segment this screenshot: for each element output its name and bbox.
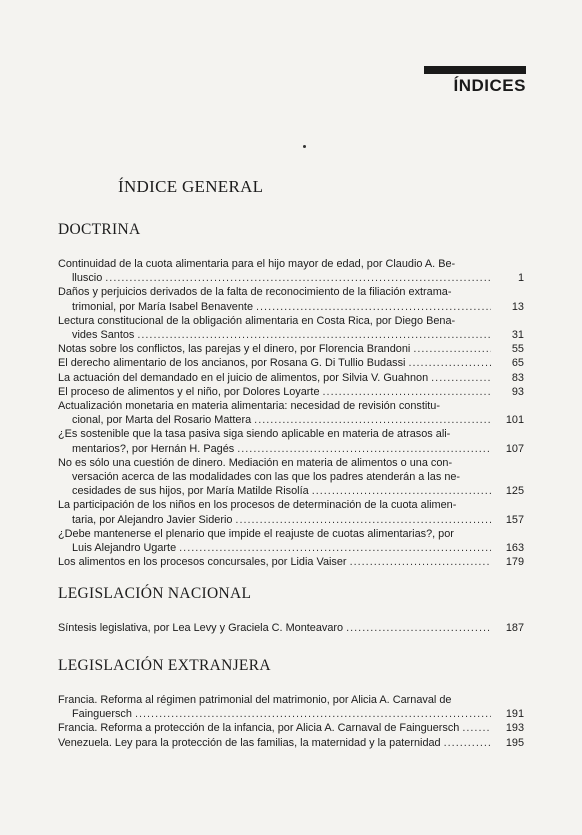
toc-page-number: 31 [511,329,524,342]
entries-legislacion-extranjera [58,693,524,750]
toc-entry-line [58,413,524,427]
toc-entry-line [58,300,524,314]
decorative-dot [303,145,306,148]
toc-entry [58,371,524,385]
dot-leader [413,342,491,356]
dot-leader [431,371,491,385]
toc-entry-text: Los alimentos en los procesos concursales, por Lidia Vaiser [58,556,347,569]
dot-leader [105,271,491,285]
toc-entry-line [58,484,524,498]
dot-leader [235,513,491,527]
dot-leader [444,736,491,750]
toc-entry [58,456,524,499]
entries-doctrina [58,257,524,569]
header-rule [424,66,526,74]
toc-entry-line [58,385,524,399]
index-title: ÍNDICE GENERAL [118,177,264,196]
toc-entry-line [58,736,524,750]
toc-page-number: 55 [511,343,524,356]
toc-entry-text: El proceso de alimentos y el niño, por Dolores Loyarte [58,385,320,398]
toc-page-number: 65 [511,357,524,370]
toc-entry-line [58,555,524,569]
dot-leader [256,300,491,314]
toc-entry-text: Continuidad de la cuota alimentaria para el hijo mayor de edad, por Claudio A. Be- [58,258,456,270]
toc-entry-text: taria, por Alejandro Javier Siderio [72,513,233,526]
toc-entry-text: Lectura constitucional de la obligación alimentaria en Costa Rica, por Diego Bena- [58,314,456,327]
toc-entry [58,285,524,313]
toc-entry-line [58,456,524,470]
toc-entry [58,257,524,285]
toc-entry-text: La participación de los niños en los procesos de determinación de la cuota alimen- [58,499,457,512]
entries-legislacion-nacional [58,621,524,635]
dot-leader [312,484,491,498]
section-title-legislacion-extranjera: LEGISLACIÓN EXTRANJERA [58,657,271,674]
toc-entry-line [58,442,524,456]
toc-entry-text: vides Santos [72,329,135,342]
toc-page-number: 191 [505,708,524,721]
toc-entry-text: Francia. Reforma al régimen patrimonial del matrimonio, por Alicia A. Carnaval de [58,694,452,706]
toc-entry-text: Venezuela. Ley para la protección de las familias, la maternidad y la paternidad [58,736,441,749]
toc-page-number: 125 [505,485,524,498]
toc-page-number: 107 [505,442,524,455]
toc-entry [58,385,524,399]
toc-entry-text: lluscio [72,272,103,285]
toc-entry-text: Fainguersch [72,708,132,721]
toc-page-number: 163 [505,542,524,555]
toc-entry [58,498,524,526]
toc-entry-text: La actuación del demandado en el juicio de alimentos, por Silvia V. Guahnon [58,371,429,384]
toc-entry-line [58,527,524,541]
toc-entry-line [58,314,524,328]
section-title-legislacion-nacional: LEGISLACIÓN NACIONAL [58,585,252,602]
toc-entry-text: Daños y perjuicios derivados de la falta de reconocimiento de la filiación extrama- [58,286,452,299]
toc-entry-text: Francia. Reforma a protección de la infancia, por Alicia A. Carnaval de Fainguersch [58,722,460,735]
toc-page-number: 179 [505,556,524,569]
toc-page-number: 195 [505,736,524,749]
section-title-doctrina: DOCTRINA [58,221,141,238]
toc-entry [58,314,524,342]
toc-entry-line [58,541,524,555]
toc-page-number: 83 [511,371,524,384]
toc-entry-text: ¿Es sostenible que la tasa pasiva siga siendo aplicable en materia de atrasos ali- [58,428,451,441]
toc-entry-line [58,621,524,635]
toc-entry-text: El derecho alimentario de los ancianos, por Rosana G. Di Tullio Budassi [58,357,406,370]
toc-entry-line [58,328,524,342]
toc-entry-text: Luis Alejandro Ugarte [72,542,177,555]
toc-entry-text: Síntesis legislativa, por Lea Levy y Graciela C. Monteavaro [58,622,344,634]
toc-entry-line [58,342,524,356]
toc-entry [58,721,524,735]
toc-entry-text: Actualización monetaria en materia alimentaria: necesidad de revisión constitu- [58,400,440,413]
toc-entry-text: versación acerca de las modalidades con las que los padres atenderán a las ne- [72,471,461,484]
toc-entry-line [58,399,524,413]
toc-entry [58,555,524,569]
toc-page-number: 13 [511,300,524,313]
toc-page-number: 101 [505,414,524,427]
toc-entry [58,342,524,356]
dot-leader [237,442,491,456]
toc-entry-line [58,356,524,370]
toc-entry [58,621,524,635]
dot-leader [179,541,491,555]
toc-entry-line [58,257,524,271]
toc-entry [58,427,524,455]
toc-page-number: 187 [505,622,524,634]
toc-entry-line [58,285,524,299]
toc-page-number: 1 [517,272,524,285]
toc-entry-line [58,707,524,721]
dot-leader [137,328,491,342]
dot-leader [408,356,491,370]
toc-page-number: 193 [505,722,524,735]
toc-entry [58,693,524,721]
header-title: ÍNDICES [453,76,526,95]
toc-entry-line [58,427,524,441]
dot-leader [462,721,491,735]
toc-page-number: 157 [505,513,524,526]
toc-entry-line [58,721,524,735]
toc-entry-line [58,271,524,285]
toc-entry-line [58,693,524,707]
toc-entry-line [58,470,524,484]
toc-entry-text: ¿Debe mantenerse el plenario que impide el reajuste de cuotas alimentarias?, por [58,527,454,540]
toc-entry [58,736,524,750]
toc-entry-text: trimonial, por María Isabel Benavente [72,300,253,313]
dot-leader [254,413,491,427]
toc-entry-text: mentarios?, por Hernán H. Pagés [72,442,235,455]
toc-entry-line [58,498,524,512]
toc-entry [58,356,524,370]
toc-entry [58,527,524,555]
toc-entry-text: cional, por Marta del Rosario Mattera [72,414,252,427]
dot-leader [346,621,491,635]
toc-page-number: 93 [511,385,524,398]
toc-entry-text: No es sólo una cuestión de dinero. Mediación en materia de alimentos o una con- [58,456,453,469]
toc-entry-text: cesidades de sus hijos, por María Matilde Risolía [72,485,309,498]
dot-leader [135,707,491,721]
dot-leader [350,555,491,569]
toc-entry-line [58,371,524,385]
dot-leader [323,385,491,399]
toc-entry-line [58,513,524,527]
toc-entry [58,399,524,427]
toc-entry-text: Notas sobre los conflictos, las parejas y el dinero, por Florencia Brandoni [58,343,411,356]
